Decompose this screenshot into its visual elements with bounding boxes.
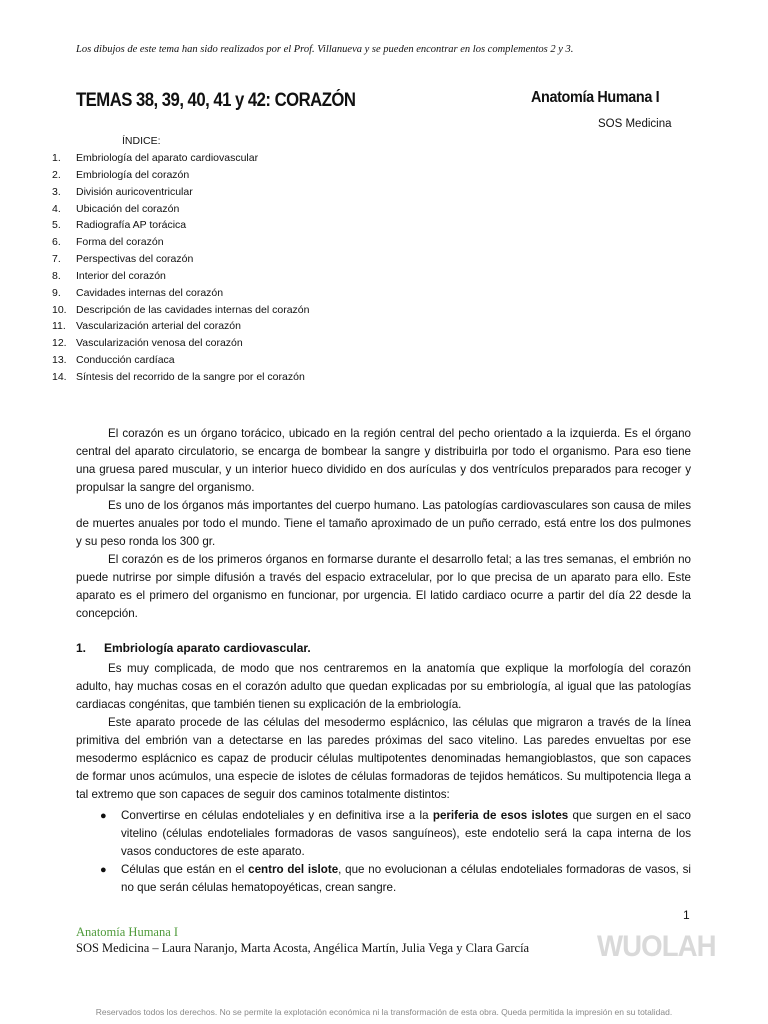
index-item-label: Cavidades internas del corazón (76, 286, 224, 299)
bullet-icon: ● (100, 864, 107, 876)
wuolah-watermark-logo: WUOLAH (597, 930, 716, 963)
index-item-number: 12. (52, 337, 67, 350)
index-item (52, 217, 309, 234)
index-item-label: Interior del corazón (76, 269, 166, 282)
bullet-text-after: , que no evolucionan a células endoteliales formadoras de vasos, si no que serán células hematopoyéticas, crean sangre. (121, 863, 691, 894)
index-item (52, 184, 309, 201)
index-item-number: 3. (52, 185, 61, 198)
intro-paragraph-3: El corazón es de los primeros órganos en formarse durante el desarrollo fetal; a las tres semanas, el embrión no puede nutrirse por simple difusión a través del espacio extracelular, por lo que precisa de un aparato para ello. Este aparato es el primero del organismo en funcionar, por urgencia. El latido cardiaco ocurre a partir del día 22 desde la concepción. (76, 553, 691, 620)
index-item (52, 369, 309, 386)
index-item-label: Síntesis del recorrido de la sangre por el corazón (76, 370, 305, 383)
index-item-label: Perspectivas del corazón (76, 253, 194, 266)
bullet-text-bold: periferia de esos islotes (432, 809, 569, 822)
index-item-label: Vascularización arterial del corazón (76, 320, 241, 333)
index-item (52, 234, 309, 251)
index-item-number: 11. (52, 320, 66, 333)
bullet-text-bold: centro del islote (248, 863, 339, 876)
index-item-number: 8. (52, 269, 61, 282)
index-item (52, 268, 309, 285)
intro-paragraph-1: El corazón es un órgano torácico, ubicado en la región central del pecho orientado a la izquierda. Es el órgano central del aparato circulatorio, se encarga de bombear la sangre y distribuirla por todo el organismo. Para eso tiene una gruesa pared muscular, y un interior hueco dividido en dos aurículas y dos ventrículos preparados para recoger y propulsar la sangre del organismo. (76, 427, 691, 494)
index-item-number: 4. (52, 202, 61, 215)
index-item (52, 318, 309, 335)
index-item-number: 6. (52, 236, 61, 249)
index-item-label: Embriología del corazón (76, 168, 190, 181)
index-item-label: Conducción cardíaca (76, 354, 175, 367)
section-title: Embriología aparato cardiovascular. (104, 641, 311, 655)
index-item-number: 2. (52, 168, 61, 181)
index-item-label: Radiografía AP torácica (76, 219, 187, 232)
index-heading: ÍNDICE: (122, 135, 161, 147)
index-item-label: Vascularización venosa del corazón (76, 337, 243, 350)
index-item-label: Ubicación del corazón (76, 202, 180, 215)
index-item-number: 5. (52, 219, 61, 232)
index-list (52, 150, 309, 386)
index-item-label: Forma del corazón (76, 236, 164, 249)
index-item-number: 14. (52, 370, 67, 383)
bullet-icon: ● (100, 810, 107, 822)
group-name: SOS Medicina (598, 118, 672, 130)
legal-notice: Reservados todos los derechos. No se permite la explotación económica ni la transformación de esta obra. Queda permitida la impresión en su totalidad. (95, 1007, 673, 1017)
footer-authors: SOS Medicina – Laura Naranjo, Marta Acosta, Angélica Martín, Julia Vega y Clara García (76, 941, 530, 955)
section-paragraph-1: Es muy complicada, de modo que nos centraremos en la anatomía que explique la morfología del corazón adulto, hay muchas cosas en el corazón adulto que quedan explicadas por su embriología, al igual que las patologías cardiacas congénitas, que también tienen su explicación de la embriología. (76, 662, 691, 711)
section-heading (76, 641, 311, 655)
section-number: 1. (76, 641, 87, 655)
bullet-list (76, 807, 691, 897)
index-item (52, 167, 309, 184)
index-item-label: Descripción de las cavidades internas del corazón (76, 303, 310, 316)
index-item-number: 13. (52, 354, 67, 367)
page-number: 1 (683, 908, 690, 922)
bullet-text-before: Células que están en el (121, 863, 249, 876)
intro-paragraph-2: Es uno de los órganos más importantes del cuerpo humano. Las patologías cardiovasculares son causa de miles de muertes anuales por todo el mundo. Tiene el tamaño aproximado de un puño cerrado, está entre los dos pulmones y su peso ronda los 300 gr. (76, 499, 691, 548)
index-item-number: 7. (52, 253, 61, 266)
footer-course: Anatomía Humana I (76, 925, 179, 939)
bullet-text-after: que surgen en el saco vitelino (células endoteliales formadoras de vasos sanguíneos), este endotelio será la capa interna de los vasos conductores de este aparato. (121, 809, 691, 858)
course-title: Anatomía Humana I (531, 89, 660, 106)
index-item (52, 201, 309, 218)
index-item (52, 302, 309, 319)
index-item-number: 1. (52, 152, 61, 164)
index-item-number: 10. (52, 303, 67, 316)
index-item (52, 251, 309, 268)
index-item-number: 9. (52, 286, 61, 299)
index-item-label: Embriología del aparato cardiovascular (76, 152, 259, 164)
bullet-item (76, 807, 691, 861)
index-item (52, 352, 309, 369)
bullet-text-before: Convertirse en células endoteliales y en definitiva irse a la (121, 809, 433, 822)
header-note: Los dibujos de este tema han sido realizados por el Prof. Villanueva y se pueden encontrar en los complementos 2 y 3. (76, 44, 574, 55)
page-title: TEMAS 38, 39, 40, 41 y 42: CORAZÓN (76, 90, 356, 111)
index-item-label: División auricoventricular (76, 185, 193, 198)
index-item (52, 150, 309, 167)
index-item (52, 335, 309, 352)
bullet-item (76, 861, 691, 897)
index-item (52, 285, 309, 302)
section-paragraph-2: Este aparato procede de las células del mesodermo esplácnico, las células que migraron a través de la línea primitiva del embrión van a detectarse en las paredes próximas del saco vitelino. Las paredes envueltas por ese mesodermo esplácnico es capaz de producir células multipotentes denominadas hemangioblastos, que son capaces de formar unos acúmulos, una especie de islotes de células formadoras de tejidos hemáticos. Su multipotencia llega a tal extremo que son capaces de seguir dos caminos totalmente distintos: (76, 716, 691, 801)
